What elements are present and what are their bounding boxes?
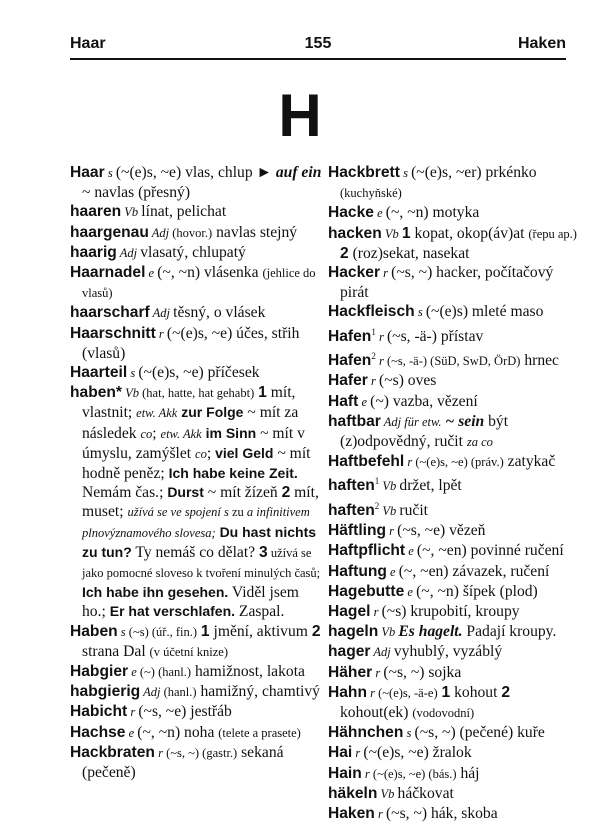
translation: jmění, aktivum — [209, 622, 312, 640]
translation: kopat, okop(áv)at — [410, 224, 529, 242]
translation: (~s, ~) hák, skoba — [385, 805, 498, 823]
grammar-label: r — [367, 374, 379, 389]
dictionary-entry — [328, 723, 581, 743]
dictionary-entry — [70, 702, 323, 722]
headword: Häftling — [328, 522, 387, 540]
grammar-label: s — [104, 166, 116, 180]
headword: Haben — [70, 622, 118, 640]
dictionary-entry — [328, 392, 581, 412]
grammar-label: e — [373, 206, 386, 221]
grammar-label: s — [414, 305, 426, 320]
translation: (~, ~n) šípek (plod) — [416, 582, 538, 600]
translation: (~s, -ä-) přístav — [386, 327, 484, 345]
note: (telete a prasete) — [218, 725, 301, 740]
translation: ručit — [399, 502, 428, 519]
translation: hamižnost, lakota — [191, 663, 305, 681]
grammar-label: Vb — [378, 625, 399, 640]
headword: hageln — [328, 623, 379, 641]
headword: hager — [328, 643, 371, 661]
translation: (~s, ~) hacker, počítačový pirát — [340, 264, 554, 302]
dictionary-entry — [328, 163, 581, 203]
translation: být (z)odpovědný, ručit — [340, 412, 509, 451]
grammar-label: e — [386, 564, 399, 579]
grammar-label: e — [128, 665, 140, 680]
grammar-label: e — [145, 266, 158, 281]
sense-number: 1 — [401, 224, 411, 242]
translation: (~(e)s, ~er) prkénko — [411, 164, 537, 181]
translation: mít, muset; — [82, 484, 319, 521]
headword: Hagebutte — [328, 582, 405, 600]
translation: vyhublý, vyzáblý — [393, 643, 503, 661]
translation: ; — [152, 424, 161, 442]
headword: Haarnadel — [70, 264, 146, 282]
dictionary-entry — [328, 472, 581, 496]
note: (~(e)s, -ä-e) — [378, 685, 438, 700]
grammar-label: r — [375, 354, 387, 369]
headword: Hafen — [328, 352, 372, 370]
translation: ► — [256, 164, 276, 181]
headword: Hafen — [328, 327, 372, 345]
grammar-label: etw. Akk — [160, 426, 202, 441]
grammar-label: Adj — [370, 645, 394, 660]
grammar-label: a infinitivem plnovýznamového slovesa; — [82, 505, 310, 540]
headword: Hackbraten — [70, 743, 155, 761]
grammar-label: s — [403, 726, 415, 741]
dictionary-entry — [328, 263, 581, 302]
homonym-index: 2 — [374, 500, 380, 511]
note: užívá se jako pomocné sloveso k tvoření minulých časů; — [82, 545, 321, 581]
grammar-label: e — [358, 394, 371, 409]
headword: haarig — [70, 243, 117, 261]
headword: Habicht — [70, 703, 128, 721]
dictionary-entry — [328, 582, 581, 602]
note: (~(e)s, ~e) (práv.) — [415, 455, 504, 470]
translation: (~s) oves — [379, 372, 437, 390]
headword: Hacker — [328, 264, 381, 282]
dictionary-entry — [328, 371, 581, 391]
translation: (~s) krupobití, kroupy — [381, 603, 520, 621]
headword: Haar — [70, 164, 105, 181]
grammar-label: Adj für etw. — [380, 414, 442, 429]
translation: ~ mít v úmyslu, zamýšlet — [82, 424, 305, 462]
translation: Viděl jsem ho.; — [82, 584, 299, 621]
dictionary-entry — [70, 263, 323, 303]
translation: ; — [206, 444, 216, 462]
dictionary-entry — [328, 302, 581, 322]
headword: Haken — [328, 805, 375, 823]
headword: Hagel — [328, 603, 371, 621]
headword: Hahn — [328, 683, 367, 701]
translation: (~s, ~e) jestřáb — [138, 703, 232, 721]
dictionary-entry — [70, 163, 323, 202]
sense-number: 2 — [311, 622, 321, 640]
note: (~s, -ä-) (SüD, SwD, ÖrD) — [386, 354, 521, 369]
section-letter: H — [278, 82, 322, 149]
grammar-label: Vb — [379, 479, 400, 494]
sense-number: 3 — [259, 543, 268, 561]
grammar-label: r — [370, 605, 382, 620]
headword: haarscharf — [70, 304, 150, 322]
translation: (~(e)s, ~e) vlas, chlup — [115, 164, 257, 181]
dictionary-entry — [328, 541, 581, 561]
note: (hat, hatte, hat gehabt) — [142, 386, 255, 401]
headword: Haarteil — [70, 364, 128, 382]
grammar-label: Adj — [116, 245, 141, 260]
sense-number: 1 — [258, 384, 267, 402]
translation: (~, ~en) povinné ručení — [416, 542, 564, 560]
grammar-label: s — [399, 166, 412, 180]
headword: Haft — [328, 392, 359, 410]
headword: haften — [328, 502, 375, 519]
grammar-label: Adj — [148, 225, 173, 240]
dictionary-entry — [70, 303, 323, 323]
example: Er hat verschlafen. — [109, 603, 236, 620]
grammar-label: r — [361, 766, 373, 781]
dictionary-entry — [328, 784, 581, 804]
example: Du hast nichts zu tun? — [82, 523, 317, 560]
right-column — [328, 163, 581, 824]
grammar-label: užívá se ve spojení s — [127, 505, 229, 520]
translation: háj — [456, 764, 480, 782]
translation: (~s, ~e) vězeň — [397, 522, 486, 540]
translation: (~, ~n) vlásenka — [157, 264, 263, 282]
example: im Sinn — [205, 424, 257, 441]
headword: Hähnchen — [328, 724, 404, 742]
dictionary-entry — [328, 683, 581, 723]
sense-number: 1 — [200, 622, 210, 640]
dictionary-entry — [328, 497, 581, 521]
dictionary-entry — [328, 663, 581, 683]
example: auf ein — [275, 164, 322, 181]
translation: línat, pelichat — [141, 203, 227, 221]
sense-number: 2 — [501, 683, 511, 701]
translation: (~, ~en) závazek, ručení — [398, 562, 550, 580]
translation: (~, ~n) noha — [137, 723, 219, 741]
dictionary-entry — [70, 324, 323, 363]
headword: Hackbrett — [328, 164, 400, 181]
example: zur Folge — [181, 404, 244, 421]
headword: Hai — [328, 744, 353, 762]
dictionary-entry — [70, 682, 323, 702]
note: (kuchyňské) — [340, 186, 402, 201]
dictionary-entry — [328, 622, 581, 642]
headword: Hacke — [328, 204, 374, 222]
dictionary-entry — [328, 764, 581, 784]
note: (~) (hanl.) — [139, 665, 192, 680]
homonym-index: 1 — [374, 476, 380, 487]
headword: Haftbefehl — [328, 453, 405, 471]
grammar-label: s — [117, 624, 129, 639]
dictionary-entry — [328, 602, 581, 622]
dictionary-entry — [328, 412, 581, 452]
grammar-label: e — [405, 544, 417, 559]
translation: Nemám čas.; — [82, 484, 168, 502]
grammar-label: s — [127, 366, 139, 381]
sense-number: 1 — [441, 683, 451, 701]
translation: háčkovat — [397, 784, 454, 802]
dictionary-entry — [70, 723, 323, 743]
grammar-label: Vb — [377, 786, 398, 801]
note: (řepu ap.) — [528, 226, 577, 241]
grammar-label: etw. Akk — [136, 406, 178, 421]
headword: hacken — [328, 224, 382, 242]
grammar-label: Vb — [121, 205, 142, 220]
dictionary-entry — [70, 743, 323, 782]
translation: (~(e)s, ~e) účes, střih (vlasů) — [82, 324, 300, 362]
example: Durst — [167, 484, 204, 501]
translation: (~s, ~) sojka — [383, 663, 462, 681]
note: (~(e)s, ~e) (bás.) — [372, 766, 457, 781]
dictionary-entry — [70, 363, 323, 383]
translation: hamižný, chamtivý — [196, 683, 320, 701]
translation: Zaspal. — [235, 603, 285, 621]
headword: Hafer — [328, 372, 368, 390]
note: (jehlice do vlasů) — [82, 266, 316, 301]
note: (~s, ~) (gastr.) — [166, 745, 238, 760]
headword: Häher — [328, 663, 373, 681]
example: viel Geld — [215, 444, 274, 461]
translation: (roz)sekat, nasekat — [348, 244, 470, 262]
dictionary-entry — [70, 202, 323, 222]
page-number: 155 — [304, 35, 332, 52]
headword: Haarschnitt — [70, 324, 156, 342]
example: ~ sein — [445, 412, 485, 430]
homonym-index: 2 — [371, 351, 376, 362]
grammar-label: r — [380, 266, 392, 281]
translation: ~ mít hodně peněz; — [82, 444, 311, 483]
grammar-label: r — [386, 524, 398, 539]
dictionary-entry — [70, 383, 323, 621]
example: Ich habe keine Zeit. — [168, 465, 298, 482]
grammar-label: Vb — [122, 386, 143, 401]
grammar-label: co — [140, 426, 153, 441]
translation: (~(e)s, ~e) žralok — [363, 744, 472, 762]
grammar-label: r — [404, 455, 416, 470]
headword: haften — [328, 477, 375, 495]
headword: haben* — [70, 384, 122, 402]
headword: Hain — [328, 764, 362, 782]
translation: (~, ~n) motyka — [385, 204, 480, 222]
dictionary-entry — [70, 243, 323, 263]
dictionary-entry — [70, 662, 323, 682]
grammar-label: e — [404, 584, 417, 599]
header-last-entry: Haken — [517, 35, 566, 52]
dictionary-entry — [70, 622, 323, 662]
translation: Ty nemáš co dělat? — [131, 543, 259, 561]
note: zu — [228, 505, 247, 520]
translation: hrnec — [520, 352, 559, 370]
dictionary-entry — [328, 743, 581, 763]
dictionary-entry — [328, 452, 581, 472]
example: Ich habe ihn gesehen. — [82, 584, 229, 601]
headword: häkeln — [328, 784, 378, 802]
translation: kohout(ek) — [340, 704, 413, 722]
grammar-label: Adj — [149, 306, 174, 321]
headword: Habgier — [70, 663, 129, 681]
grammar-label: r — [372, 665, 384, 680]
translation: navlas stejný — [212, 223, 298, 241]
grammar-label: Vb — [379, 504, 400, 518]
grammar-label: r — [352, 746, 364, 761]
translation: Padají kroupy. — [462, 623, 557, 641]
sense-number: 2 — [281, 484, 291, 502]
translation: zatykač — [503, 453, 556, 471]
headword: Hachse — [70, 723, 126, 741]
dictionary-entry — [328, 521, 581, 541]
translation: těsný, o vlásek — [173, 304, 266, 322]
translation: (~(e)s) mleté maso — [425, 303, 544, 321]
header-first-entry: Haar — [70, 35, 106, 52]
headword: haargenau — [70, 223, 149, 241]
note: (v účetní knize) — [149, 644, 228, 659]
left-column — [70, 163, 323, 782]
grammar-label: r — [374, 807, 386, 822]
headword: Haftpflicht — [328, 542, 406, 560]
translation: (~) vazba, vězení — [370, 392, 478, 410]
dictionary-entry — [328, 562, 581, 582]
note: (hanl.) — [163, 685, 197, 700]
grammar-label: r — [155, 326, 167, 341]
dictionary-entry — [70, 223, 323, 243]
note: (vodovodní) — [412, 706, 475, 721]
dictionary-entry — [328, 323, 581, 347]
dictionary-entry — [328, 203, 581, 223]
homonym-index: 1 — [371, 326, 376, 337]
example: Es hagelt. — [398, 623, 463, 641]
headword: haftbar — [328, 412, 381, 430]
translation: (~(e)s, ~e) příčesek — [138, 364, 260, 382]
note: (~s) (úř., fin.) — [128, 624, 197, 639]
translation: vlasatý, chlupatý — [140, 243, 246, 261]
translation: strana Dal — [82, 642, 150, 660]
grammar-label: Vb — [381, 226, 402, 241]
dictionary-entry — [328, 804, 581, 824]
translation: kohout — [450, 683, 502, 701]
grammar-label: r — [127, 705, 139, 720]
translation: držet, lpět — [399, 477, 462, 495]
sense-number: 2 — [340, 244, 349, 262]
grammar-label: r — [375, 329, 387, 344]
dictionary-entry — [328, 347, 581, 371]
headword: Hackfleisch — [328, 303, 415, 321]
header-rule — [70, 58, 566, 60]
headword: habgierig — [70, 683, 141, 701]
note: (hovor.) — [172, 225, 213, 240]
translation: ~ navlas (přesný) — [82, 184, 191, 202]
grammar-label: co — [195, 446, 207, 461]
translation: ~ mít za následek — [82, 404, 299, 442]
headword: Haftung — [328, 562, 387, 580]
grammar-label: Adj — [140, 685, 164, 700]
grammar-label: e — [125, 725, 138, 740]
dictionary-entry — [328, 642, 581, 662]
translation: (~s, ~) (pečené) kuře — [414, 724, 545, 742]
dictionary-entry — [328, 224, 581, 263]
grammar-label: r — [366, 685, 379, 700]
running-header — [70, 35, 566, 59]
translation: mít, vlastnit; — [82, 384, 296, 422]
headword: haaren — [70, 203, 122, 221]
translation: ~ mít žízeň — [203, 484, 282, 502]
grammar-label: za co — [466, 435, 493, 450]
translation: sekaná (pečeně) — [82, 743, 284, 782]
grammar-label: r — [154, 745, 167, 760]
